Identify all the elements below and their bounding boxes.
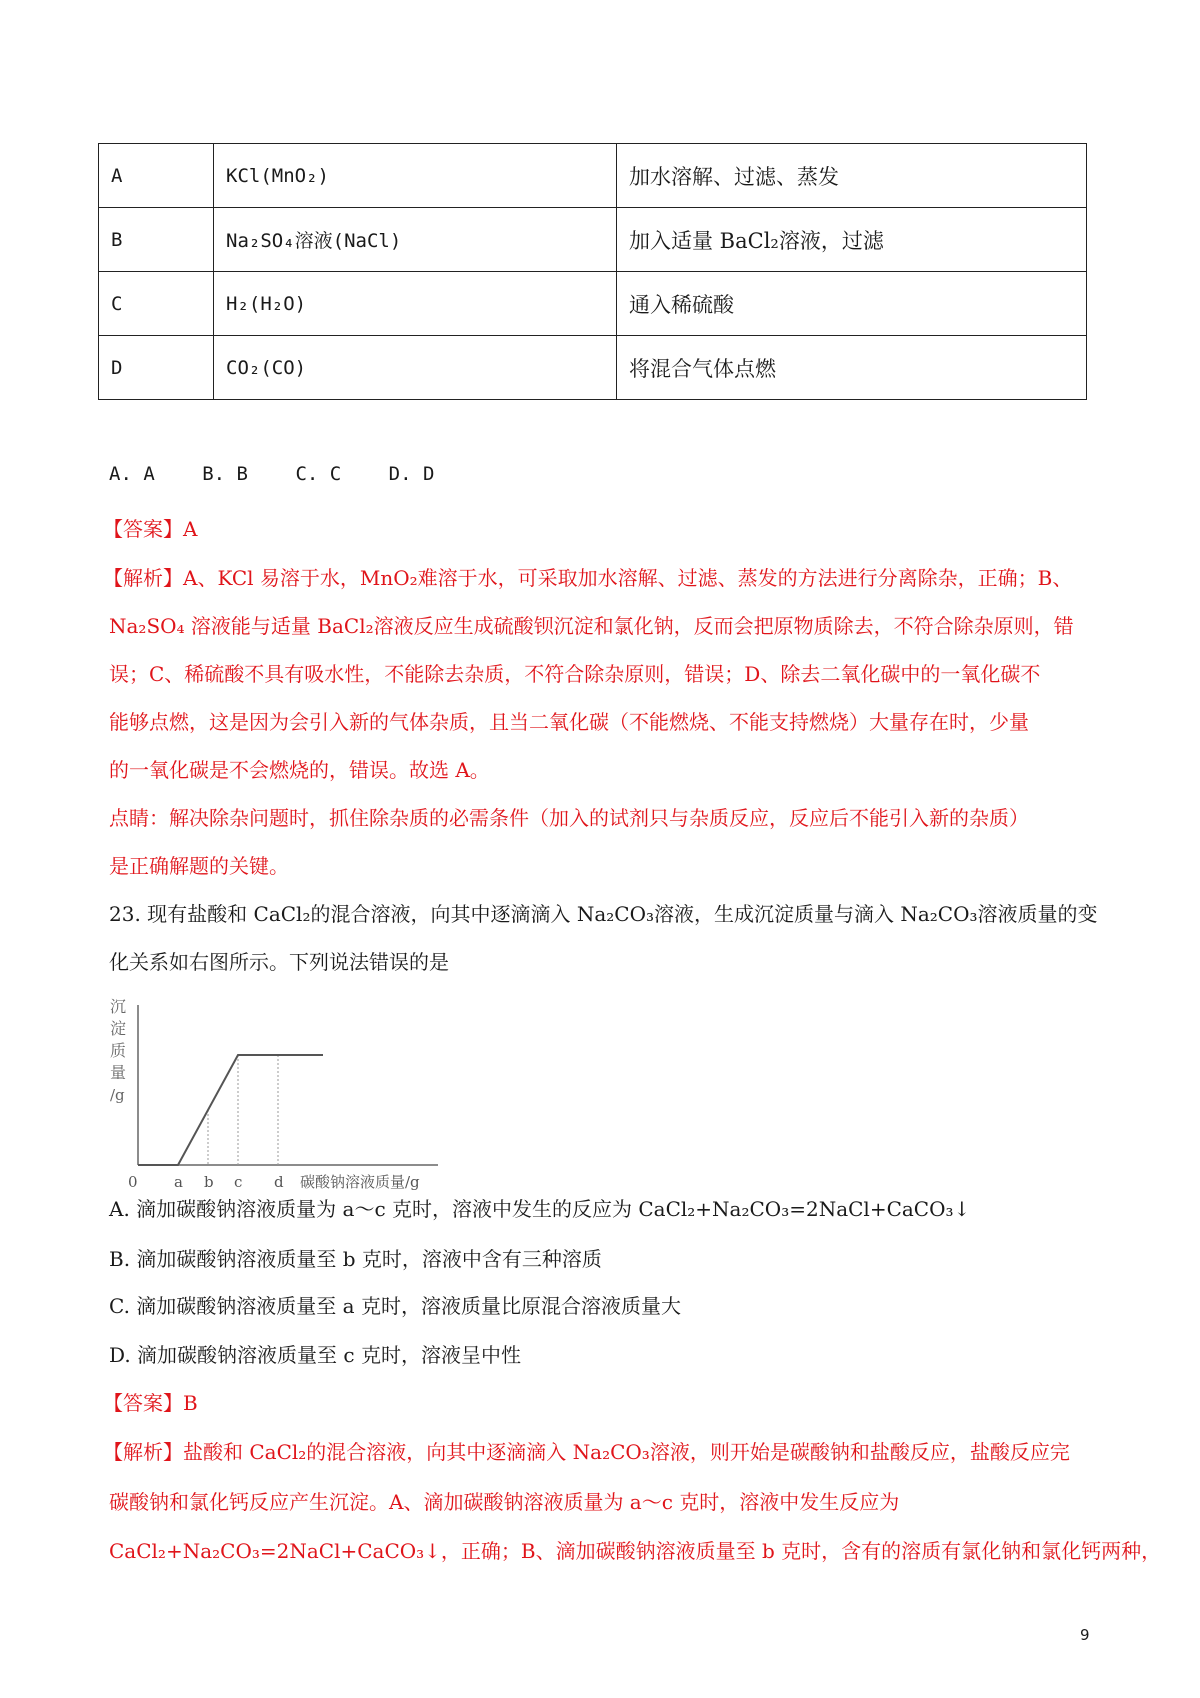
row-method: 加入适量 BaCl₂溶液，过滤 bbox=[617, 208, 1087, 272]
y-axis-label-char: 质 bbox=[110, 1041, 127, 1060]
q23-stem-line: 23. 现有盐酸和 CaCl₂的混合溶液，向其中逐滴滴入 Na₂CO₃溶液，生成沉淀质量与滴入 Na₂CO₃溶液质量的变 bbox=[109, 902, 1098, 926]
q23-analysis-line: CaCl₂+Na₂CO₃=2NaCl+CaCO₃↓，正确；B、滴加碳酸钠溶液质量至 b 克时，含有的溶质有氯化钠和氯化钙两种， bbox=[109, 1539, 1162, 1563]
y-axis-unit: /g bbox=[110, 1086, 125, 1104]
q22-analysis-line: 【解析】A、KCl 易溶于水，MnO₂难溶于水，可采取加水溶解、过滤、蒸发的方法进行分离除杂，正确；B、 bbox=[103, 566, 1073, 590]
q22-analysis-line: 误；C、稀硫酸不具有吸水性，不能除去杂质，不符合除杂原则，错误；D、除去二氧化碳中的一氧化碳不 bbox=[109, 662, 1041, 686]
precipitate-chart bbox=[108, 990, 448, 1195]
choice-c: C. C bbox=[295, 463, 342, 485]
choice-a: A. A bbox=[109, 463, 155, 485]
row-label: D bbox=[99, 336, 214, 400]
x-tick-label: a bbox=[174, 1173, 183, 1191]
row-substance: CO₂(CO) bbox=[214, 336, 617, 400]
series-line bbox=[138, 1055, 323, 1165]
row-method: 通入稀硫酸 bbox=[617, 272, 1087, 336]
choice-b: B. B bbox=[202, 463, 248, 485]
table-row bbox=[99, 144, 1087, 208]
row-label: B bbox=[99, 208, 214, 272]
row-label: C bbox=[99, 272, 214, 336]
q22-tip-line: 是正确解题的关键。 bbox=[109, 854, 289, 878]
x-tick-label: 0 bbox=[128, 1173, 138, 1191]
q22-tip-line: 点睛：解决除杂问题时，抓住除杂质的必需条件（加入的试剂只与杂质反应，反应后不能引入新的杂质） bbox=[109, 806, 1029, 830]
table-row bbox=[99, 336, 1087, 400]
q22-analysis-line: Na₂SO₄ 溶液能与适量 BaCl₂溶液反应生成硫酸钡沉淀和氯化钠，反而会把原物质除去，不符合除杂原则，错 bbox=[109, 614, 1074, 638]
q23-option: D. 滴加碳酸钠溶液质量至 c 克时，溶液呈中性 bbox=[109, 1343, 521, 1367]
q23-option: C. 滴加碳酸钠溶液质量至 a 克时，溶液质量比原混合溶液质量大 bbox=[109, 1294, 681, 1318]
q22-analysis-line: 的一氧化碳是不会燃烧的，错误。故选 A。 bbox=[109, 758, 490, 782]
table-row bbox=[99, 272, 1087, 336]
y-axis-label bbox=[110, 997, 126, 1104]
q23-option: A. 滴加碳酸钠溶液质量为 a～c 克时，溶液中发生的反应为 CaCl₂+Na₂CO₃=2NaCl+CaCO₃↓ bbox=[109, 1197, 971, 1221]
q23-answer: 【答案】B bbox=[103, 1391, 198, 1415]
table-row bbox=[99, 208, 1087, 272]
x-axis-label: 碳酸钠溶液质量/g bbox=[300, 1173, 420, 1191]
row-substance: KCl(MnO₂) bbox=[214, 144, 617, 208]
x-tick-label: b bbox=[204, 1173, 214, 1191]
y-axis-label-char: 量 bbox=[110, 1063, 127, 1082]
row-substance: H₂(H₂O) bbox=[214, 272, 617, 336]
y-axis-label-char: 沉 bbox=[110, 997, 127, 1016]
q23-option: B. 滴加碳酸钠溶液质量至 b 克时，溶液中含有三种溶质 bbox=[109, 1247, 602, 1271]
y-axis-label-char: 淀 bbox=[110, 1019, 127, 1038]
row-method: 将混合气体点燃 bbox=[617, 336, 1087, 400]
q22-analysis-line: 能够点燃，这是因为会引入新的气体杂质，且当二氧化碳（不能燃烧、不能支持燃烧）大量存在时，少量 bbox=[109, 710, 1029, 734]
x-tick-label: d bbox=[274, 1173, 284, 1191]
q22-answer: 【答案】A bbox=[103, 517, 198, 541]
q23-analysis-line: 碳酸钠和氯化钙反应产生沉淀。A、滴加碳酸钠溶液质量为 a～c 克时，溶液中发生反应为 bbox=[109, 1490, 900, 1514]
x-tick-label: c bbox=[234, 1173, 243, 1191]
row-method: 加水溶解、过滤、蒸发 bbox=[617, 144, 1087, 208]
q23-analysis-line: 【解析】盐酸和 CaCl₂的混合溶液，向其中逐滴滴入 Na₂CO₃溶液，则开始是碳酸钠和盐酸反应，盐酸反应完 bbox=[103, 1440, 1070, 1464]
page-number: 9 bbox=[1080, 1626, 1090, 1644]
q22-choices bbox=[109, 463, 470, 485]
row-substance: Na₂SO₄溶液(NaCl) bbox=[214, 208, 617, 272]
options-table bbox=[98, 143, 1087, 400]
choice-d: D. D bbox=[388, 463, 435, 485]
row-label: A bbox=[99, 144, 214, 208]
q23-stem-line: 化关系如右图所示。下列说法错误的是 bbox=[109, 950, 449, 974]
